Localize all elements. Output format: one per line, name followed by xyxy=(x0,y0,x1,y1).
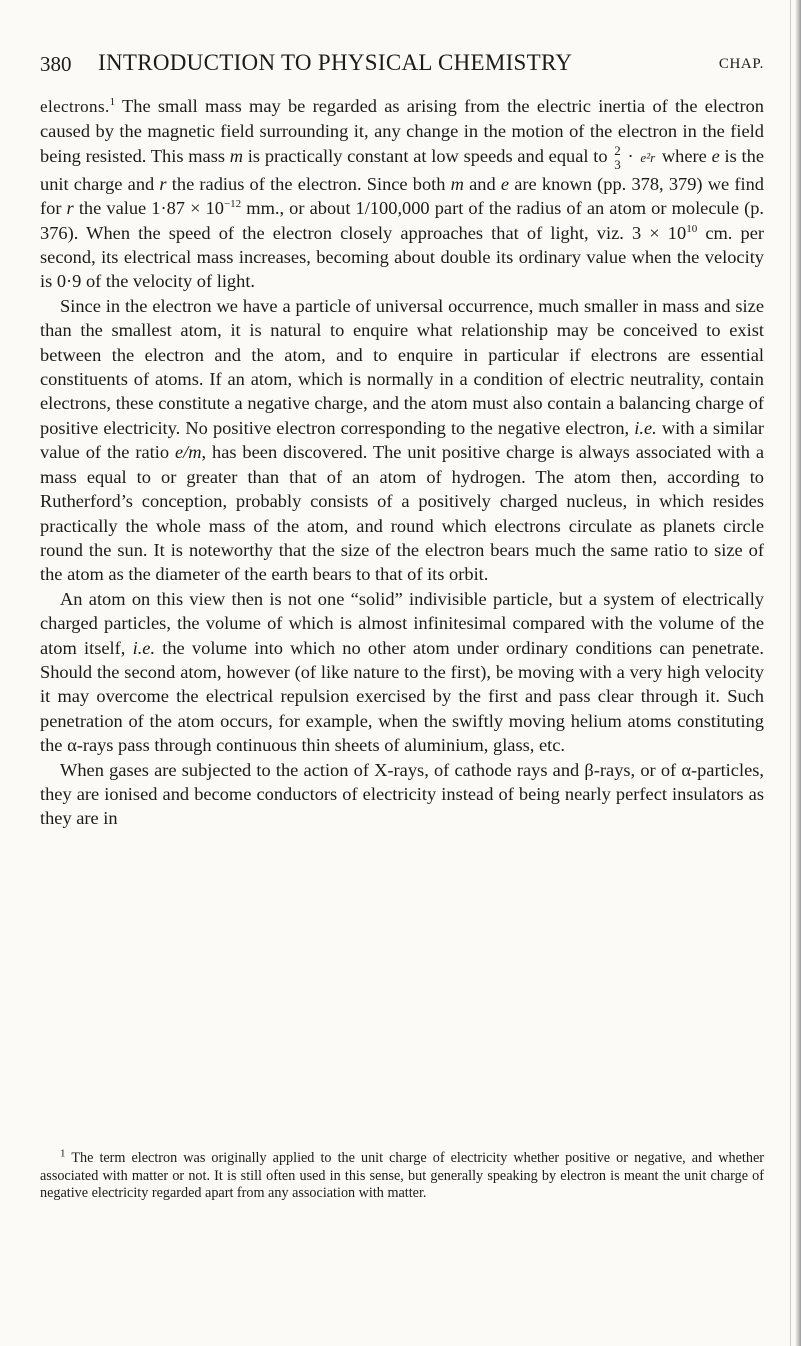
italic-ie: i.e. xyxy=(634,417,657,438)
exponent: −12 xyxy=(223,198,242,211)
paragraph-3 xyxy=(40,587,764,758)
symbol-m: m xyxy=(229,146,244,167)
text-run: cm. per second, its electrical mass increases, becoming about double its ordinary value when the velocity is 0·9 of the velocity of light. xyxy=(40,222,764,292)
page-number: 380 xyxy=(40,52,72,76)
symbol-e: e xyxy=(500,173,510,194)
text-run: and xyxy=(463,173,501,194)
main-text xyxy=(40,94,764,831)
fraction-numerator: 2 xyxy=(614,142,621,158)
symbol-r: r xyxy=(66,198,74,219)
running-header xyxy=(40,50,764,82)
multiply-dot: · xyxy=(622,146,639,167)
page-edge-line xyxy=(790,0,791,1346)
text-run: mm., or about 1/100,000 part of the radius of an atom or molecule (p. 376). When the speed of the electron closely approaches that of light, viz. 3 × 10 xyxy=(40,198,764,243)
lead-word: electrons. xyxy=(40,97,110,116)
text-run: where xyxy=(657,146,712,167)
text-run: the volume into which no other atom under ordinary conditions can penetrate. Should the second atom, however (of like nature to the first), be moving with a very high velocity it may overcome the electrical repulsion exercised by the first and pass clear through it. Such penetration of the atom occurs, for example, when the swiftly moving helium atoms constituting the α-rays pass through continuous thin sheets of aluminium, glass, etc. xyxy=(40,637,765,756)
text-run: the value 1·87 × 10 xyxy=(73,198,224,219)
footnote-ref: 1 xyxy=(109,95,116,108)
fraction-two-thirds xyxy=(614,144,621,172)
symbol-e: e xyxy=(711,146,720,167)
footnote-text xyxy=(40,1147,764,1203)
fraction-denominator: r xyxy=(650,149,656,165)
paragraph-2 xyxy=(40,294,764,587)
italic-ie: i.e. xyxy=(132,637,156,658)
text-run: are known (pp. 378, 379) we find for xyxy=(40,173,764,219)
text-run: the radius of the electron. Since both xyxy=(166,173,451,194)
text-run: The small mass may be regarded as arising from the electric inertia of the electron caused by the magnetic field surrounding it, any change in the motion of the electron in the field being resisted. This mass xyxy=(40,96,764,167)
text-run: is practically constant at low speeds and equal to xyxy=(243,146,613,167)
symbol-m: m xyxy=(450,173,464,194)
fraction-numerator: e² xyxy=(640,149,651,165)
text-run: , has been discovered. The unit positive charge is always associated with a mass equal to or greater than that of an atom of hydrogen. The atom then, according to Rutherford’s conception, probably consists of a positively charged nucleus, in which resides practically the whole mass of the atom, and round which electrons circulate as planets circle round the sun. It is noteworthy that the size of the electron bears much the same ratio to size of the atom as the diameter of the earth bears to that of its orbit. xyxy=(40,442,764,585)
chapter-label: CHAP. xyxy=(718,56,764,72)
text-run: The term electron was originally applied to the unit charge of electricity whether positive or negative, and whether associated with matter or not. It is still often used in this sense, but generally speaking by electron is meant the unit charge of negative electricity regarded apart from any association with matter. xyxy=(40,1150,764,1202)
text-run: is the unit charge and xyxy=(40,146,764,194)
footnote-mark: 1 xyxy=(60,1147,66,1160)
page-edge-shadow xyxy=(795,0,801,1346)
paragraph-4 xyxy=(40,758,764,831)
text-run: Since in the electron we have a particle of universal occurrence, much smaller in mass and size than the smallest atom, it is natural to enquire what relationship may be conceived to exist between the electron and the atom, and to enquire in particular if electrons are essential constituents of atoms. If an atom, which is normally in a condition of electric neutrality, contain electrons, these constitute a negative charge, and the atom must also contain a balancing charge of positive electricity. No positive electron corresponding to the negative electron, xyxy=(40,295,764,438)
paragraph-1 xyxy=(40,94,764,294)
footnote xyxy=(40,1147,764,1203)
symbol-r: r xyxy=(159,173,167,194)
text-run: When gases are subjected to the action of X-rays, of cathode rays and β-rays, or of α-particles, they are ionised and become conductors of electricity instead of being nearly perfect insulators as they are in xyxy=(40,759,764,829)
fraction-e-squared-over-r xyxy=(640,151,655,165)
running-title: INTRODUCTION TO PHYSICAL CHEMISTRY xyxy=(98,50,573,75)
exponent: 10 xyxy=(686,222,698,235)
text-run: with a similar value of the ratio xyxy=(40,417,764,463)
fraction-denominator: 3 xyxy=(614,156,621,172)
text-run: An atom on this view then is not one “solid” indivisible particle, but a system of electrically charged particles, the volume of which is almost infinitesimal compared with the volume of the atom itself, xyxy=(40,588,764,658)
ratio-e-over-m: e/m xyxy=(174,442,202,463)
